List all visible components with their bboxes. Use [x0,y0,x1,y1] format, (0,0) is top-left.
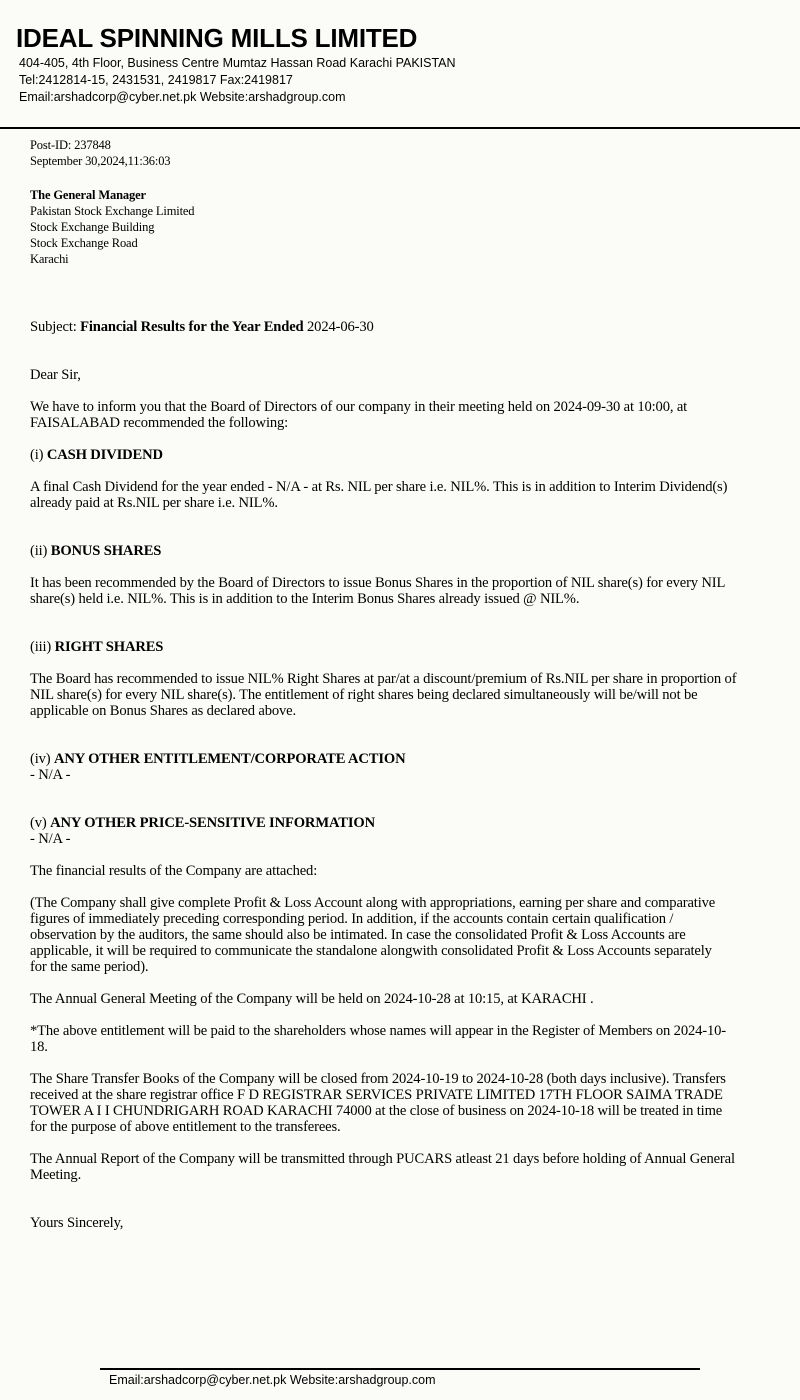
subject-label: Subject: [30,319,77,335]
text-line: The Board has recommended to issue NIL% Right Shares at par/at a discount/premium of Rs.NIL per share in proportion of [30,671,737,687]
text-line: observation by the auditors, the same should also be intimated. In case the consolidated Profit & Loss Accounts are [30,927,686,943]
section-number: (i) [30,447,44,463]
text-line: *The above entitlement will be paid to the shareholders whose names will appear in the Register of Members on 2024-10- [30,1023,726,1039]
post-id: Post-ID: 237848 [30,138,111,152]
recipient-line: Karachi [30,252,69,266]
section-number: (ii) [30,543,48,559]
results-attached: The financial results of the Company are attached: [30,863,318,879]
text-line: 18. [30,1039,48,1055]
salutation: Dear Sir, [30,367,81,383]
section-right-shares [30,639,736,719]
section-heading: RIGHT SHARES [54,639,164,655]
intro-paragraph [30,399,687,431]
section-bonus-shares [30,543,725,607]
post-datetime: September 30,2024,11:36:03 [30,154,171,168]
text-line: applicable on Bonus Shares as declared above. [30,703,296,719]
text-line: The Annual Report of the Company will be transmitted through PUCARS atleast 21 days before holding of Annual General [30,1151,735,1167]
text-line: share(s) held i.e. NIL%. This is in addition to the Interim Bonus Shares already issued @ NIL%. [30,591,580,607]
text-line: for the same period). [30,959,149,975]
company-phone: Tel:2412814-15, 2431531, 2419817 Fax:2419817 [19,73,293,87]
text-line: already paid at Rs.NIL per share i.e. NIL%. [30,495,278,511]
text-line: received at the share registrar office F D REGISTRAR SERVICES PRIVATE LIMITED 17TH FLOOR SAIMA TRADE [30,1087,723,1103]
text-line: NIL share(s) for every NIL share(s). The entitlement of right shares being declared simultaneously will be/will not be [30,687,698,703]
section-price-sensitive [30,815,375,847]
text-line: for the purpose of above entitlement to the transferees. [30,1119,341,1135]
recipient-line: Stock Exchange Building [30,220,155,234]
text-line: - N/A - [30,767,71,783]
post-meta [30,137,170,169]
note-paragraph [30,895,715,975]
text-line: It has been recommended by the Board of Directors to issue Bonus Shares in the proportion of NIL share(s) for every NIL [30,575,726,591]
text-line: (The Company shall give complete Profit & Loss Account along with appropriations, earning per share and comparative [30,895,716,911]
text-line: figures of immediately preceding corresponding period. In addition, if the accounts contain certain qualification / [30,911,674,927]
text-line: Meeting. [30,1167,82,1183]
section-cash-dividend [30,447,727,511]
company-name: IDEAL SPINNING MILLS LIMITED [16,23,418,53]
section-heading: ANY OTHER ENTITLEMENT/CORPORATE ACTION [53,751,406,767]
text-line: We have to inform you that the Board of Directors of our company in their meeting held on 2024-09-30 at 10:00, at [30,399,688,415]
footer-contact: Email:arshadcorp@cyber.net.pk Website:arshadgroup.com [109,1373,436,1387]
entitlement-paragraph [30,1023,726,1055]
header-divider [0,127,800,129]
section-number: (v) [30,815,47,831]
section-heading: ANY OTHER PRICE-SENSITIVE INFORMATION [50,815,375,831]
text-line: The Share Transfer Books of the Company will be closed from 2024-10-19 to 2024-10-28 (both days inclusive). Transfers [30,1071,726,1087]
transfer-paragraph [30,1071,726,1135]
section-heading: CASH DIVIDEND [46,447,163,463]
section-heading: BONUS SHARES [50,543,162,559]
text-line: - N/A - [30,831,71,847]
footer-divider [100,1368,700,1370]
company-contact: Email:arshadcorp@cyber.net.pk Website:arshadgroup.com [19,90,346,104]
closing: Yours Sincerely, [30,1215,124,1231]
subject-date: 2024-06-30 [307,319,374,335]
subject-line [30,319,374,335]
annual-report-paragraph [30,1151,735,1183]
section-other-entitlement [30,751,405,783]
section-number: (iii) [30,639,52,655]
recipient-line: Stock Exchange Road [30,236,138,250]
text-line: applicable, it will be required to communicate the standalone alongwith consolidated Profit & Loss Accounts separately [30,943,712,959]
text-line: FAISALABAD recommended the following: [30,415,289,431]
company-address: 404-405, 4th Floor, Business Centre Mumtaz Hassan Road Karachi PAKISTAN [19,56,456,70]
recipient-line: Pakistan Stock Exchange Limited [30,204,195,218]
recipient-block [30,187,194,267]
agm-paragraph: The Annual General Meeting of the Company will be held on 2024-10-28 at 10:15, at KARACHI . [30,991,594,1007]
text-line: A final Cash Dividend for the year ended - N/A - at Rs. NIL per share i.e. NIL%. This is in addition to Interim Dividend(s) [30,479,728,495]
subject-text: Financial Results for the Year Ended [80,319,304,335]
section-number: (iv) [30,751,51,767]
recipient-title: The General Manager [30,188,146,202]
text-line: TOWER A I I CHUNDRIGARH ROAD KARACHI 74000 at the close of business on 2024-10-18 will be treated in time [30,1103,723,1119]
